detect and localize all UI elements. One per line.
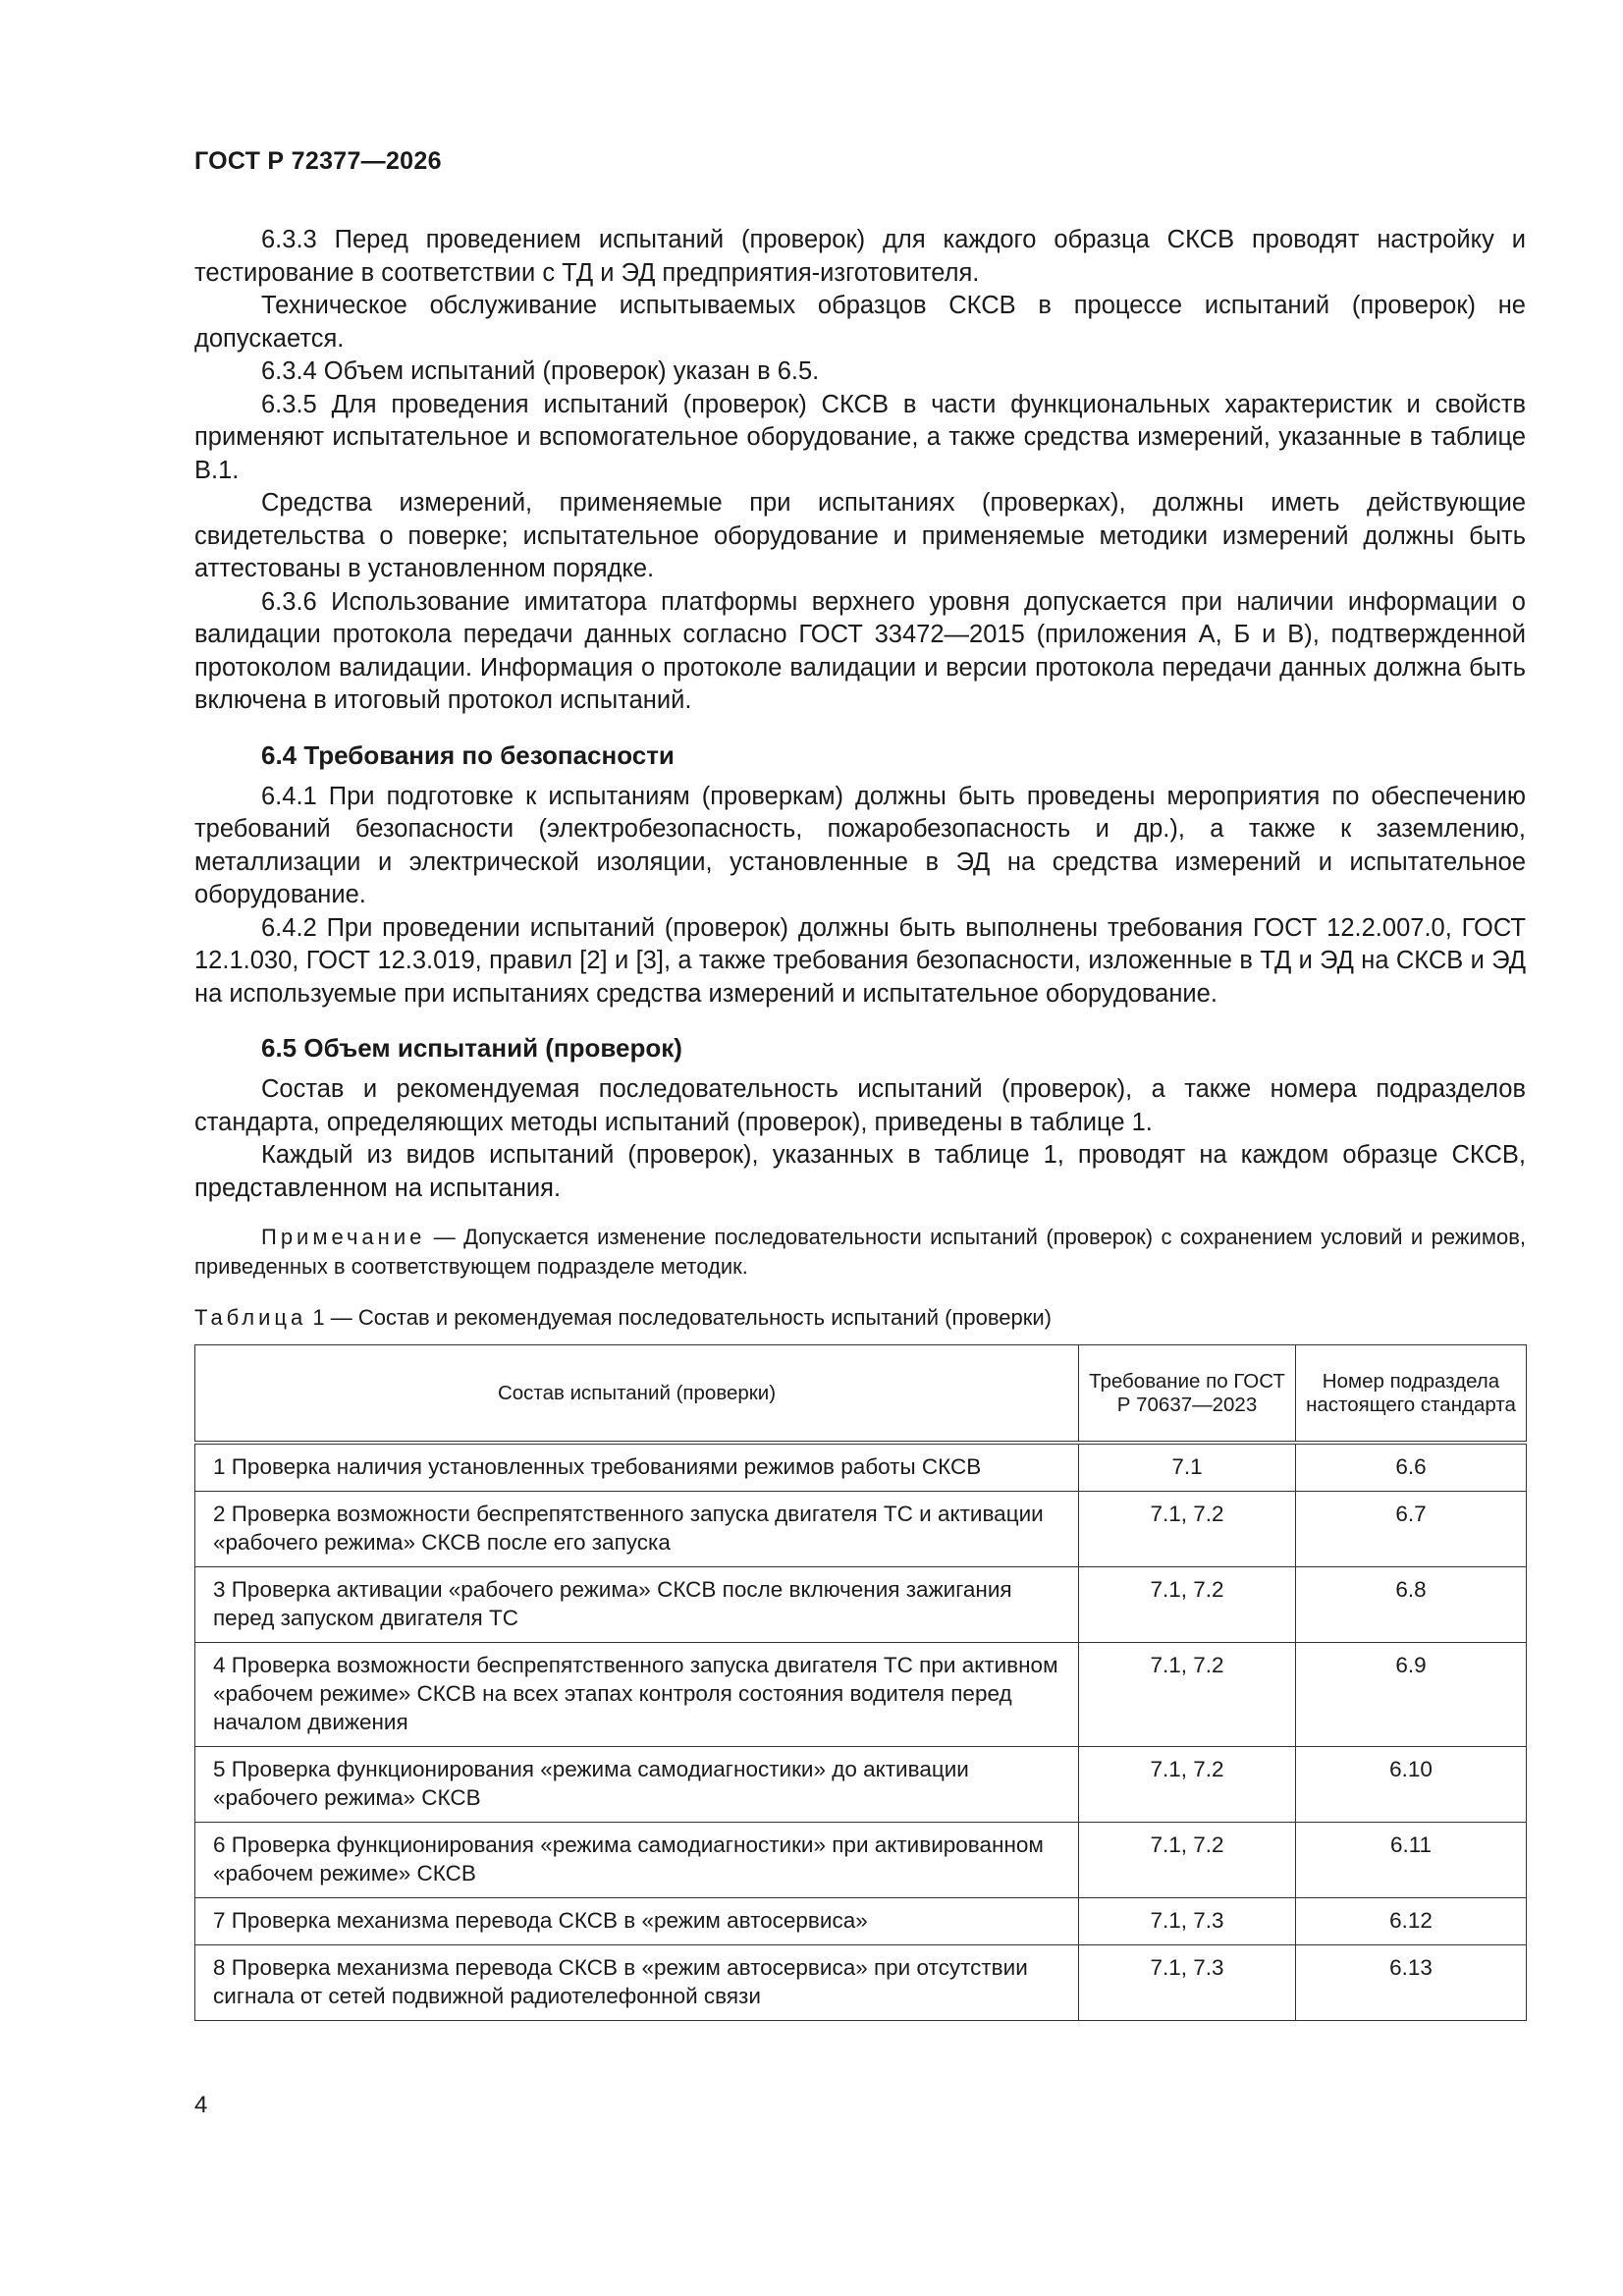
paragraph-6-5-each-sample: Каждый из видов испытаний (проверок), указанных в таблице 1, проводят на каждом образце СКСВ, представленном на испытания. (194, 1141, 1526, 1202)
header-cell-composition: Состав испытаний (проверки) (195, 1345, 1079, 1444)
test-description: 4 Проверка возможности беспрепятственного запуска двигателя ТС при активном «рабочем режиме» СКСВ на всех этапах контроля состояния водителя перед началом движения (195, 1643, 1079, 1747)
note (194, 1223, 1526, 1282)
note-text: — Допускается изменение последовательности испытаний (проверок) с сохранением условий и режимов, приведенных в соответствующем подразделе методик. (194, 1225, 1526, 1279)
table-row (195, 1643, 1527, 1747)
document-header: ГОСТ Р 72377—2026 (194, 147, 442, 175)
table-caption-text: 1 — Состав и рекомендуемая последовательность испытаний (проверки) (306, 1305, 1052, 1330)
requirement-ref: 7.1, 7.2 (1079, 1823, 1296, 1898)
paragraph-6-3-4: 6.3.4 Объем испытаний (проверок) указан в 6.5. (261, 357, 820, 385)
paragraph-6-5-composition: Состав и рекомендуемая последовательность испытаний (проверок), а также номера подразделов стандарта, определяющих методы испытаний (проверок), приведены в таблице 1. (194, 1075, 1526, 1136)
header-cell-subsection: Номер подраздела настоящего стандарта (1296, 1345, 1527, 1444)
subsection-ref: 6.12 (1296, 1898, 1527, 1945)
requirement-ref: 7.1, 7.2 (1079, 1643, 1296, 1747)
table-row (195, 1945, 1527, 2021)
table-row (195, 1898, 1527, 1945)
paragraph-6-4-2: 6.4.2 При проведении испытаний (проверок) должны быть выполнены требования ГОСТ 12.2.007.0, ГОСТ 12.1.030, ГОСТ 12.3.019, правил [2] и [3], а также требования безопасности, изложенные в ТД и ЭД на СКСВ и ЭД на используемые при испытаниях средства измерений и испытательное оборудование. (194, 913, 1526, 1008)
test-description: 2 Проверка возможности беспрепятственного запуска двигателя ТС и активации «рабочего режима» СКСВ после его запуска (195, 1492, 1079, 1567)
header-cell-requirement: Требование по ГОСТ Р 70637—2023 (1079, 1345, 1296, 1444)
subsection-ref: 6.7 (1296, 1492, 1527, 1567)
test-description: 7 Проверка механизма перевода СКСВ в «режим автосервиса» (195, 1898, 1079, 1945)
table-row (195, 1492, 1527, 1567)
requirement-ref: 7.1, 7.3 (1079, 1898, 1296, 1945)
test-description: 6 Проверка функционирования «режима самодиагностики» при активированном «рабочем режиме» СКСВ (195, 1823, 1079, 1898)
requirement-ref: 7.1, 7.2 (1079, 1492, 1296, 1567)
section-heading-6-5: 6.5 Объем испытаний (проверок) (261, 1033, 682, 1063)
requirement-ref: 7.1, 7.2 (1079, 1567, 1296, 1643)
test-description: 3 Проверка активации «рабочего режима» СКСВ после включения зажигания перед запуском двигателя ТС (195, 1567, 1079, 1643)
subsection-ref: 6.13 (1296, 1945, 1527, 2021)
test-description: 5 Проверка функционирования «режима самодиагностики» до активации «рабочего режима» СКСВ (195, 1747, 1079, 1823)
document-body (194, 224, 1526, 2021)
section-heading-6-4: 6.4 Требования по безопасности (261, 739, 675, 770)
subsection-ref: 6.11 (1296, 1823, 1527, 1898)
table-header (195, 1345, 1527, 1444)
table-row (195, 1823, 1527, 1898)
requirement-ref: 7.1, 7.3 (1079, 1945, 1296, 2021)
subsection-ref: 6.10 (1296, 1747, 1527, 1823)
test-description: 1 Проверка наличия установленных требованиями режимов работы СКСВ (195, 1443, 1079, 1492)
page-number: 4 (194, 2092, 208, 2118)
paragraph-6-3-5: 6.3.5 Для проведения испытаний (проверок) СКСВ в части функциональных характеристик и свойств применяют испытательное и вспомогательное оборудование, а также средства измерений, указанные в таблице В.1. (194, 390, 1526, 484)
note-lead: Примечание (261, 1225, 426, 1249)
requirement-ref: 7.1 (1079, 1443, 1296, 1492)
subsection-ref: 6.8 (1296, 1567, 1527, 1643)
requirement-ref: 7.1, 7.2 (1079, 1747, 1296, 1823)
table-row (195, 1443, 1527, 1492)
table-row (195, 1747, 1527, 1823)
paragraph-6-4-1: 6.4.1 При подготовке к испытаниям (проверкам) должны быть проведены мероприятия по обеспечению требований безопасности (электробезопасность, пожаробезопасность и др.), а также к заземлению, металлизации и электрической изоляции, установленные в ЭД на средства измерений и испытательное оборудование. (194, 782, 1526, 908)
subsection-ref: 6.6 (1296, 1443, 1527, 1492)
table-caption-lead: Таблица (194, 1305, 307, 1330)
paragraph-6-3-3: 6.3.3 Перед проведением испытаний (проверок) для каждого образца СКСВ проводят настройку и тестирование в соответствии с ТД и ЭД предприятия-изготовителя. (194, 226, 1526, 287)
paragraph-6-3-3-maintenance: Техническое обслуживание испытываемых образцов СКСВ в процессе испытаний (проверок) не допускается. (194, 292, 1526, 353)
paragraph-6-3-5-instruments: Средства измерений, применяемые при испытаниях (проверках), должны иметь действующие свидетельства о поверке; испытательное оборудование и применяемые методики измерений должны быть аттестованы в установленном порядке. (194, 489, 1526, 582)
tests-table (194, 1344, 1527, 2021)
test-description: 8 Проверка механизма перевода СКСВ в «режим автосервиса» при отсутствии сигнала от сетей подвижной радиотелефонной связи (195, 1945, 1079, 2021)
paragraph-6-3-6: 6.3.6 Использование имитатора платформы верхнего уровня допускается при наличии информации о валидации протокола передачи данных согласно ГОСТ 33472—2015 (приложения А, Б и В), подтвержденной протоколом валидации. Информация о протоколе валидации и версии протокола передачи данных должна быть включена в итоговый протокол испытаний. (194, 587, 1526, 714)
table-caption (194, 1303, 1526, 1333)
table-row (195, 1567, 1527, 1643)
subsection-ref: 6.9 (1296, 1643, 1527, 1747)
